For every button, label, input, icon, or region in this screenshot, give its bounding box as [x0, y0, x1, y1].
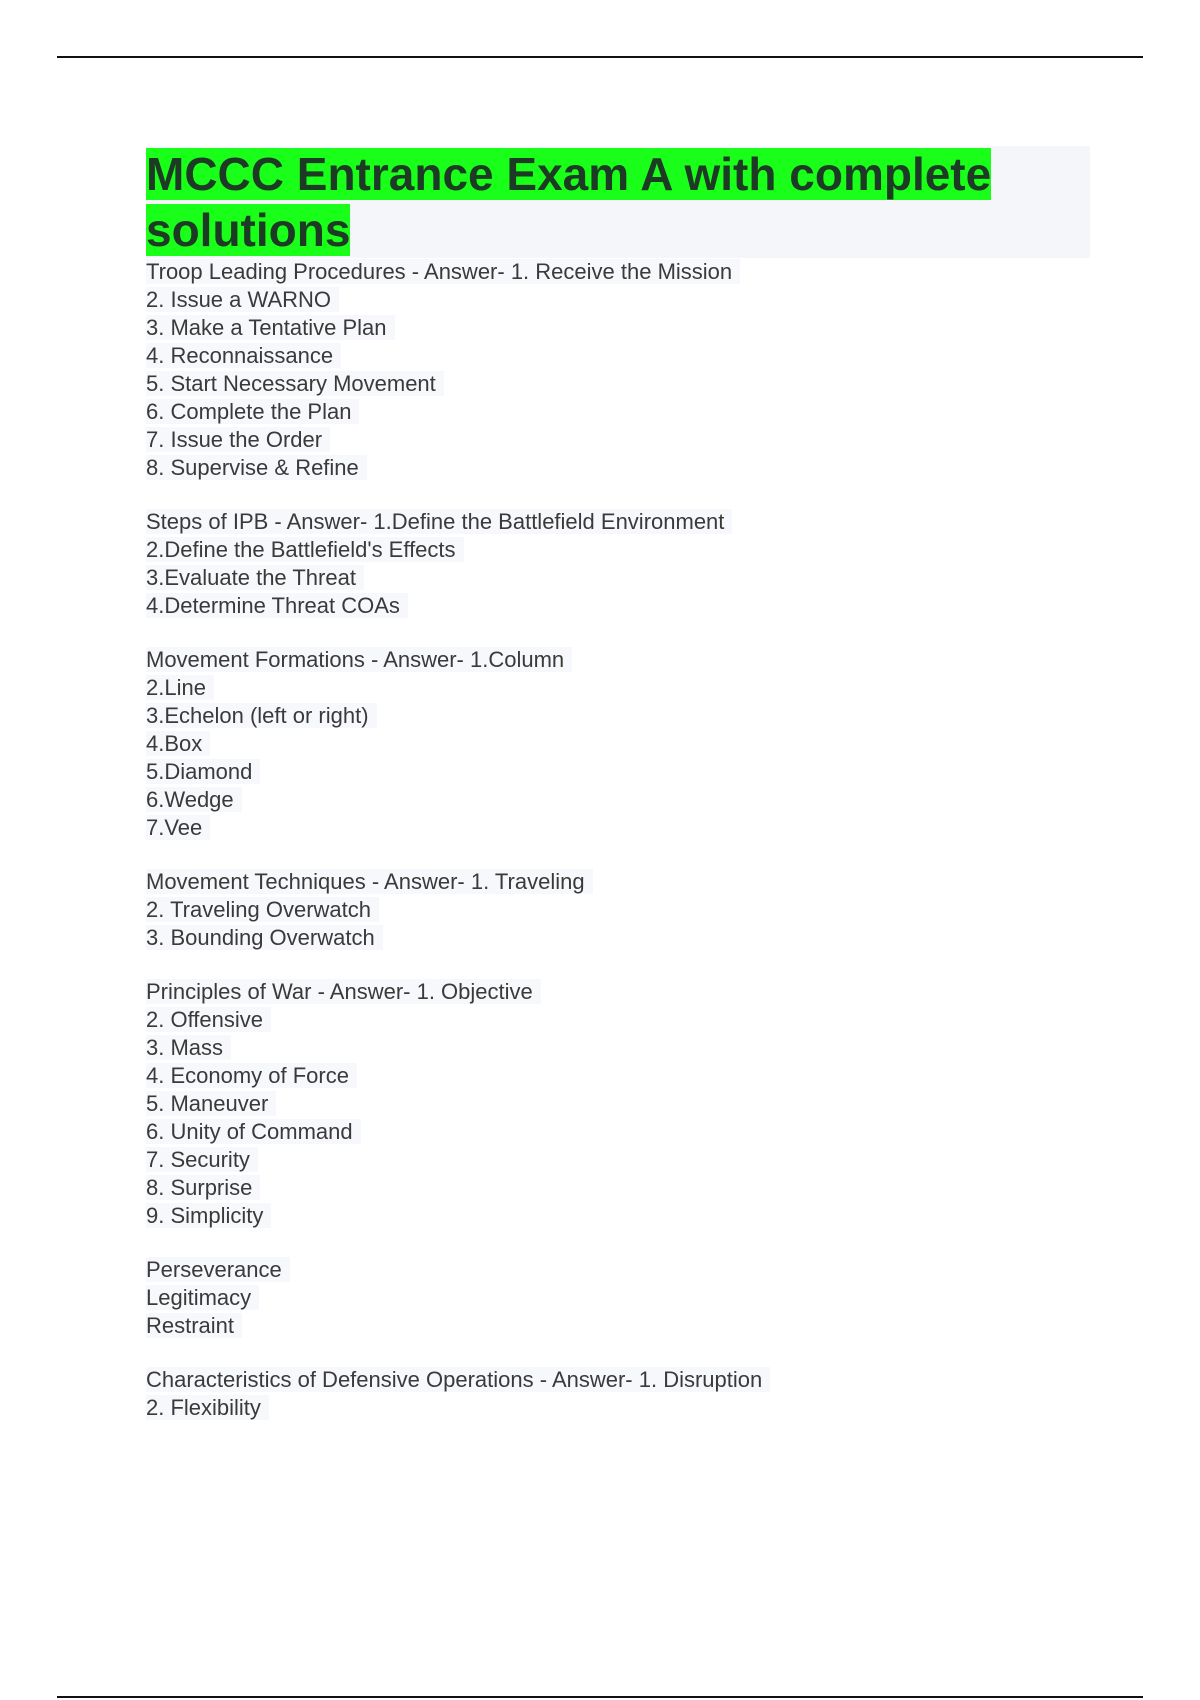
answer-line — [146, 1312, 1090, 1340]
qa-sections — [146, 258, 1090, 1422]
line-text: 4. Economy of Force — [146, 1063, 357, 1088]
line-text: 2. Offensive — [146, 1007, 271, 1032]
line-text: 4.Determine Threat COAs — [146, 593, 408, 618]
qa-section — [146, 978, 1090, 1230]
answer-line — [146, 314, 1090, 342]
line-text: 8. Supervise & Refine — [146, 455, 367, 480]
line-text: 4.Box — [146, 731, 210, 756]
answer-line — [146, 786, 1090, 814]
line-text: Characteristics of Defensive Operations - Answer- 1. Disruption — [146, 1367, 770, 1392]
title-block — [146, 146, 1090, 258]
line-text: 3. Mass — [146, 1035, 231, 1060]
qa-section — [146, 1256, 1090, 1340]
line-text: 3.Echelon (left or right) — [146, 703, 377, 728]
answer-line — [146, 1202, 1090, 1230]
line-text: 2. Issue a WARNO — [146, 287, 339, 312]
question-line — [146, 258, 1090, 286]
answer-line — [146, 924, 1090, 952]
answer-line — [146, 758, 1090, 786]
line-text: Perseverance — [146, 1257, 290, 1282]
line-text: Movement Formations - Answer- 1.Column — [146, 647, 572, 672]
answer-line — [146, 286, 1090, 314]
line-text: 6.Wedge — [146, 787, 242, 812]
line-text: 7.Vee — [146, 815, 210, 840]
qa-section — [146, 258, 1090, 482]
answer-line — [146, 564, 1090, 592]
line-text: Legitimacy — [146, 1285, 259, 1310]
line-text: Restraint — [146, 1313, 242, 1338]
line-text: 2. Flexibility — [146, 1395, 269, 1420]
answer-line — [146, 730, 1090, 758]
question-line — [146, 646, 1090, 674]
document-body — [146, 146, 1090, 1448]
line-text: 5. Maneuver — [146, 1091, 276, 1116]
qa-section — [146, 1366, 1090, 1422]
line-text: 3.Evaluate the Threat — [146, 565, 364, 590]
line-text: 6. Complete the Plan — [146, 399, 359, 424]
answer-line — [146, 1146, 1090, 1174]
answer-line — [146, 536, 1090, 564]
question-line — [146, 508, 1090, 536]
answer-line — [146, 1062, 1090, 1090]
question-line — [146, 1256, 1090, 1284]
line-text: 2.Define the Battlefield's Effects — [146, 537, 464, 562]
answer-line — [146, 454, 1090, 482]
answer-line — [146, 1394, 1090, 1422]
answer-line — [146, 896, 1090, 924]
question-line — [146, 868, 1090, 896]
line-text: 2.Line — [146, 675, 214, 700]
answer-line — [146, 398, 1090, 426]
footer-rule — [57, 1696, 1143, 1698]
line-text: Principles of War - Answer- 1. Objective — [146, 979, 541, 1004]
line-text: 3. Bounding Overwatch — [146, 925, 383, 950]
answer-line — [146, 592, 1090, 620]
answer-line — [146, 674, 1090, 702]
line-text: Movement Techniques - Answer- 1. Traveling — [146, 869, 593, 894]
line-text: 7. Issue the Order — [146, 427, 330, 452]
question-line — [146, 978, 1090, 1006]
line-text: Steps of IPB - Answer- 1.Define the Battlefield Environment — [146, 509, 732, 534]
question-line — [146, 1366, 1090, 1394]
line-text: 5. Start Necessary Movement — [146, 371, 444, 396]
answer-line — [146, 814, 1090, 842]
document-title — [146, 146, 1090, 258]
answer-line — [146, 702, 1090, 730]
line-text: 2. Traveling Overwatch — [146, 897, 379, 922]
line-text: Troop Leading Procedures - Answer- 1. Receive the Mission — [146, 259, 740, 284]
qa-section — [146, 508, 1090, 620]
line-text: 7. Security — [146, 1147, 258, 1172]
answer-line — [146, 1174, 1090, 1202]
qa-section — [146, 868, 1090, 952]
answer-line — [146, 342, 1090, 370]
document-title-text: MCCC Entrance Exam A with complete solutions — [146, 148, 992, 256]
answer-line — [146, 1118, 1090, 1146]
answer-line — [146, 1034, 1090, 1062]
answer-line — [146, 426, 1090, 454]
line-text: 3. Make a Tentative Plan — [146, 315, 395, 340]
answer-line — [146, 1090, 1090, 1118]
line-text: 6. Unity of Command — [146, 1119, 361, 1144]
answer-line — [146, 370, 1090, 398]
line-text: 5.Diamond — [146, 759, 260, 784]
header-rule — [57, 56, 1143, 58]
line-text: 8. Surprise — [146, 1175, 260, 1200]
line-text: 4. Reconnaissance — [146, 343, 341, 368]
answer-line — [146, 1006, 1090, 1034]
qa-section — [146, 646, 1090, 842]
answer-line — [146, 1284, 1090, 1312]
line-text: 9. Simplicity — [146, 1203, 271, 1228]
